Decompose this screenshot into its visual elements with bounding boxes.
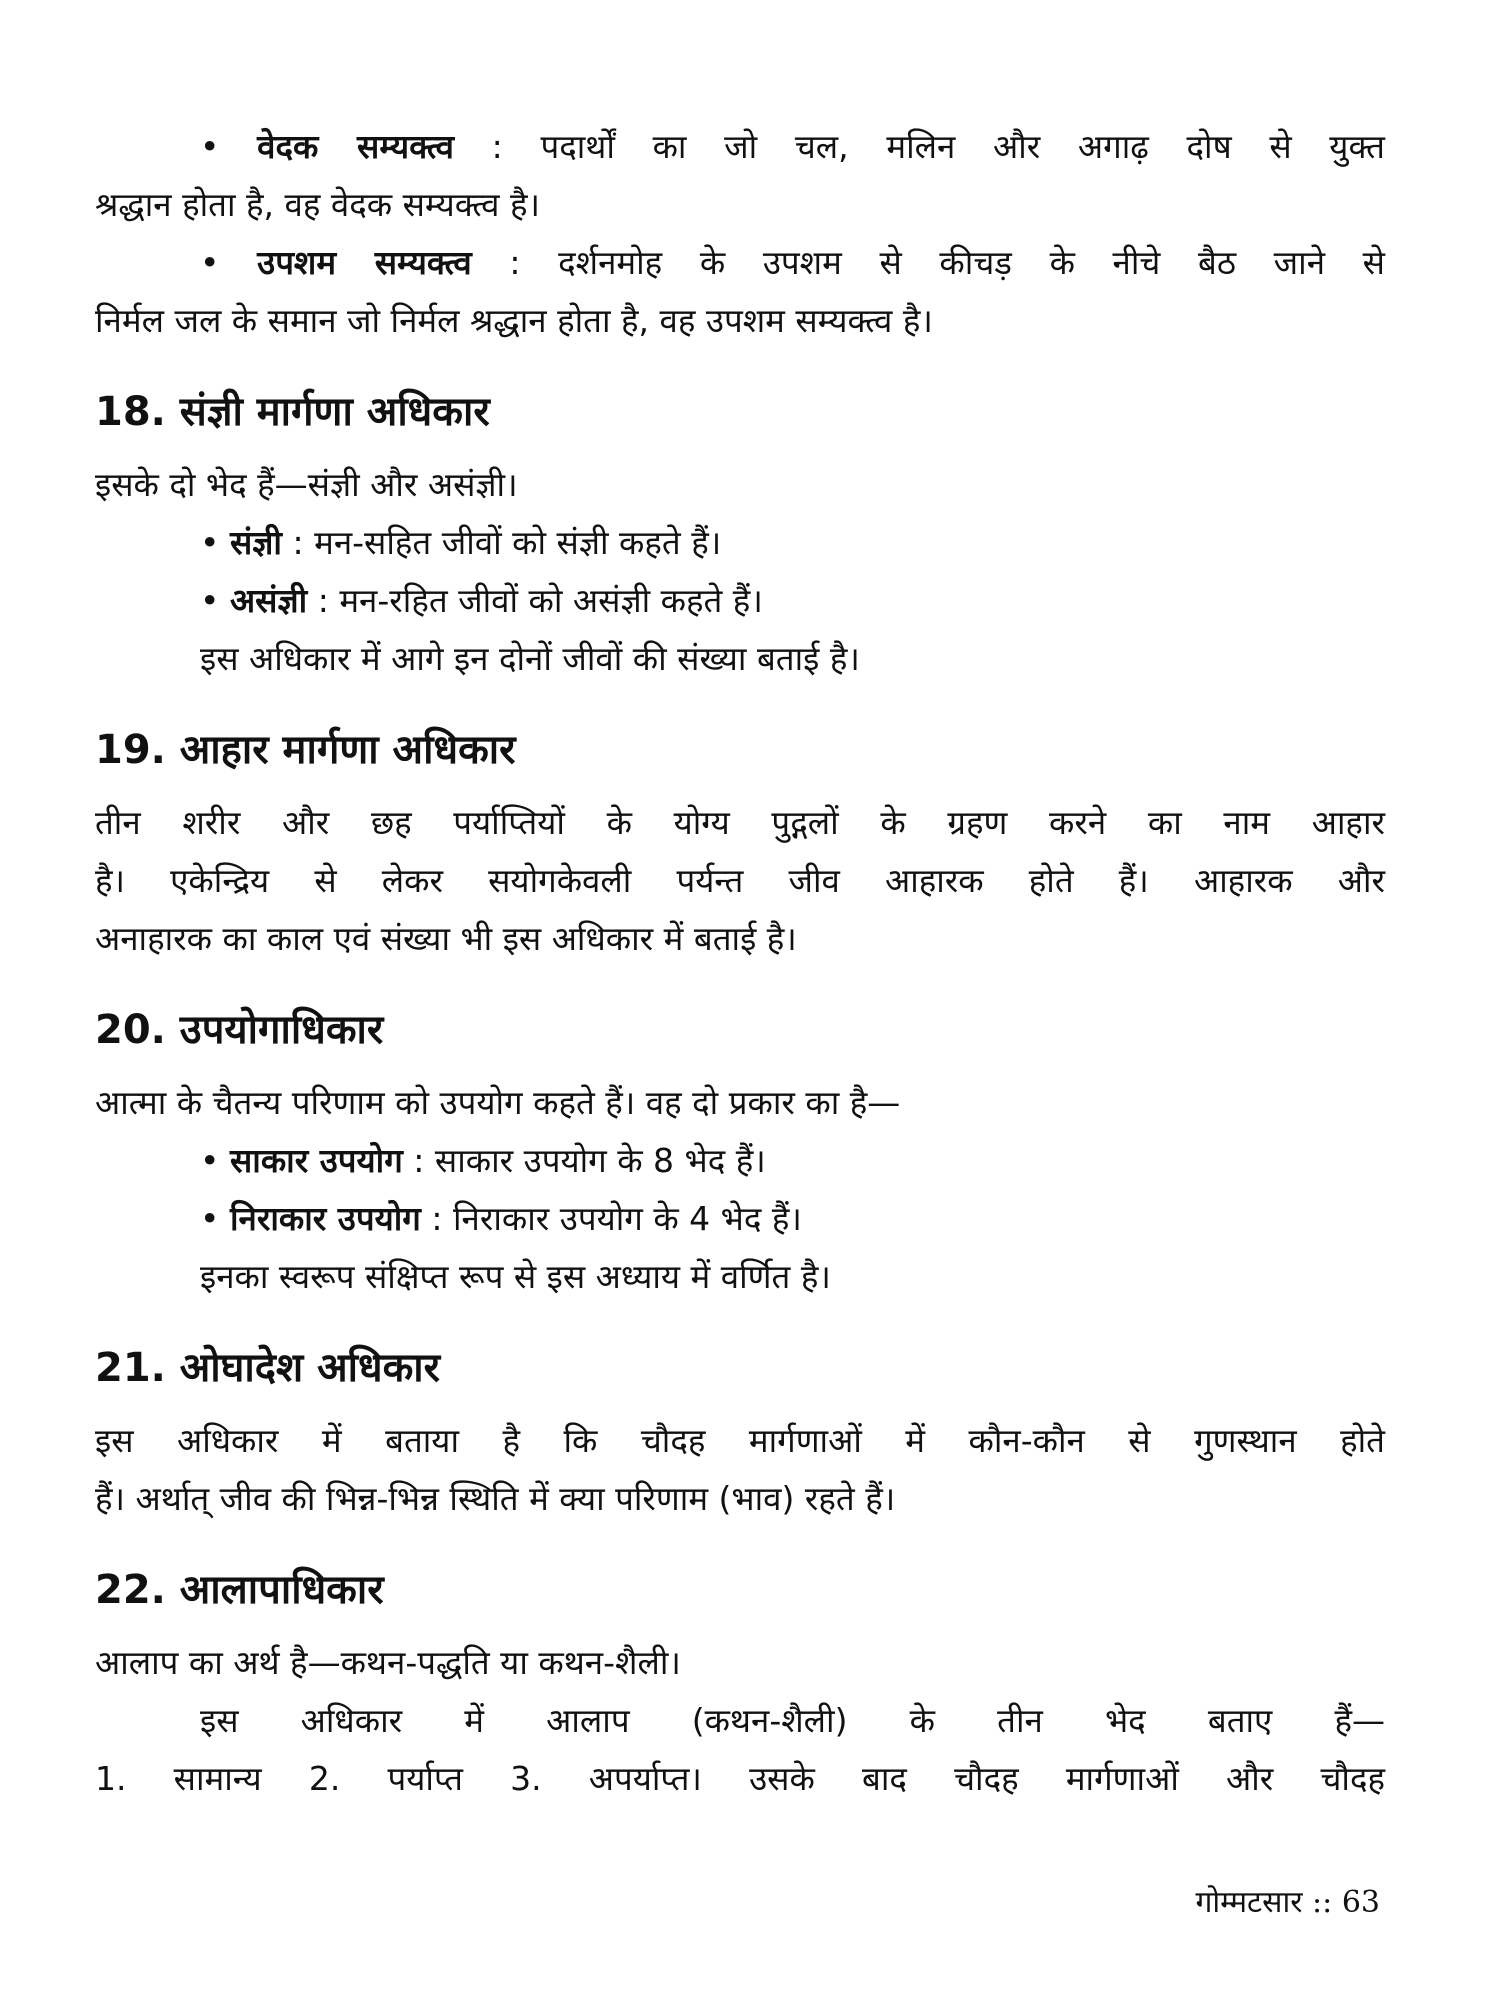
s18-bullet-1-text: मन-सहित जीवों को संज्ञी कहते हैं।	[314, 523, 722, 562]
s20-intro: आत्मा के चैतन्य परिणाम को उपयोग कहते हैं। वह दो प्रकार का है—	[95, 1083, 901, 1122]
s20-bullet-1: • साकार उपयोग : साकार उपयोग के 8 भेद हैं।	[200, 1141, 766, 1180]
upsham-term: उपशम सम्यक्त्व	[257, 243, 472, 282]
s22-line-2: इस अधिकार में आलाप (कथन-शैली) के तीन भेद बताए हैं—	[200, 1701, 1385, 1740]
upsham-text: दर्शनमोह के उपशम से कीचड़ के नीचे बैठ जाने से	[558, 243, 1385, 282]
footer-book-title: गोम्मटसार	[1195, 1885, 1303, 1920]
s20-bullet-1-term: साकार उपयोग	[229, 1141, 403, 1180]
page-number: 63	[1341, 1885, 1380, 1920]
s19-line-2: है। एकेन्द्रिय से लेकर सयोगकेवली पर्यन्त जीव आहारक होते हैं। आहारक और	[95, 861, 1385, 900]
vedak-term: वेदक सम्यक्त्व	[257, 127, 454, 166]
s18-bullet-2-text: मन-रहित जीवों को असंज्ञी कहते हैं।	[339, 581, 763, 620]
section-18-heading: 18. संज्ञी मार्गणा अधिकार	[95, 389, 490, 435]
vedak-text: पदार्थों का जो चल, मलिन और अगाढ़ दोष से युक्त	[540, 127, 1385, 166]
vedak-line-1: • वेदक सम्यक्त्व : पदार्थों का जो चल, मलिन और अगाढ़ दोष से युक्त	[200, 127, 1385, 166]
s20-bullet-2-text: निराकार उपयोग के 4 भेद हैं।	[452, 1199, 802, 1238]
s18-intro: इसके दो भेद हैं—संज्ञी और असंज्ञी।	[95, 465, 518, 504]
vedak-line-2: श्रद्धान होता है, वह वेदक सम्यक्त्व है।	[95, 185, 541, 224]
s20-bullet-2-term: निराकार उपयोग	[229, 1199, 421, 1238]
s21-line-1: इस अधिकार में बताया है कि चौदह मार्गणाओं में कौन-कौन से गुणस्थान होते	[95, 1421, 1385, 1460]
s19-line-3: अनाहारक का काल एवं संख्या भी इस अधिकार में बताई है।	[95, 919, 797, 958]
section-19-heading: 19. आहार मार्गणा अधिकार	[95, 727, 516, 773]
s20-bullet-2: • निराकार उपयोग : निराकार उपयोग के 4 भेद हैं।	[200, 1199, 802, 1238]
footer-separator: ::	[1312, 1885, 1333, 1920]
upsham-line-2: निर्मल जल के समान जो निर्मल श्रद्धान होता है, वह उपशम सम्यक्त्व है।	[95, 301, 933, 340]
s18-bullet-1-term: संज्ञी	[229, 523, 282, 562]
page-content	[95, 118, 1385, 1808]
s22-line-3: 1. सामान्य 2. पर्याप्त 3. अपर्याप्त। उसके बाद चौदह मार्गणाओं और चौदह	[95, 1759, 1385, 1798]
s20-outro: इनका स्वरूप संक्षिप्त रूप से इस अध्याय में वर्णित है।	[200, 1257, 831, 1296]
s20-bullet-1-text: साकार उपयोग के 8 भेद हैं।	[434, 1141, 766, 1180]
s18-outro: इस अधिकार में आगे इन दोनों जीवों की संख्या बताई है।	[200, 639, 860, 678]
section-21-heading: 21. ओघादेश अधिकार	[95, 1345, 441, 1391]
s18-bullet-2: • असंज्ञी : मन-रहित जीवों को असंज्ञी कहते हैं।	[200, 581, 763, 620]
section-20-heading: 20. उपयोगाधिकार	[95, 1007, 384, 1053]
s18-bullet-2-term: असंज्ञी	[229, 581, 308, 620]
section-22-heading: 22. आलापाधिकार	[95, 1567, 384, 1613]
upsham-line-1: • उपशम सम्यक्त्व : दर्शनमोह के उपशम से कीचड़ के नीचे बैठ जाने से	[200, 243, 1385, 282]
s22-line-1: आलाप का अर्थ है—कथन-पद्धति या कथन-शैली।	[95, 1643, 681, 1682]
s21-line-2: हैं। अर्थात् जीव की भिन्न-भिन्न स्थिति में क्या परिणाम (भाव) रहते हैं।	[95, 1479, 896, 1518]
page-footer	[1195, 1880, 1380, 1921]
s19-line-1: तीन शरीर और छह पर्याप्तियों के योग्य पुद्गलों के ग्रहण करने का नाम आहार	[95, 803, 1385, 842]
s18-bullet-1: • संज्ञी : मन-सहित जीवों को संज्ञी कहते हैं।	[200, 523, 722, 562]
